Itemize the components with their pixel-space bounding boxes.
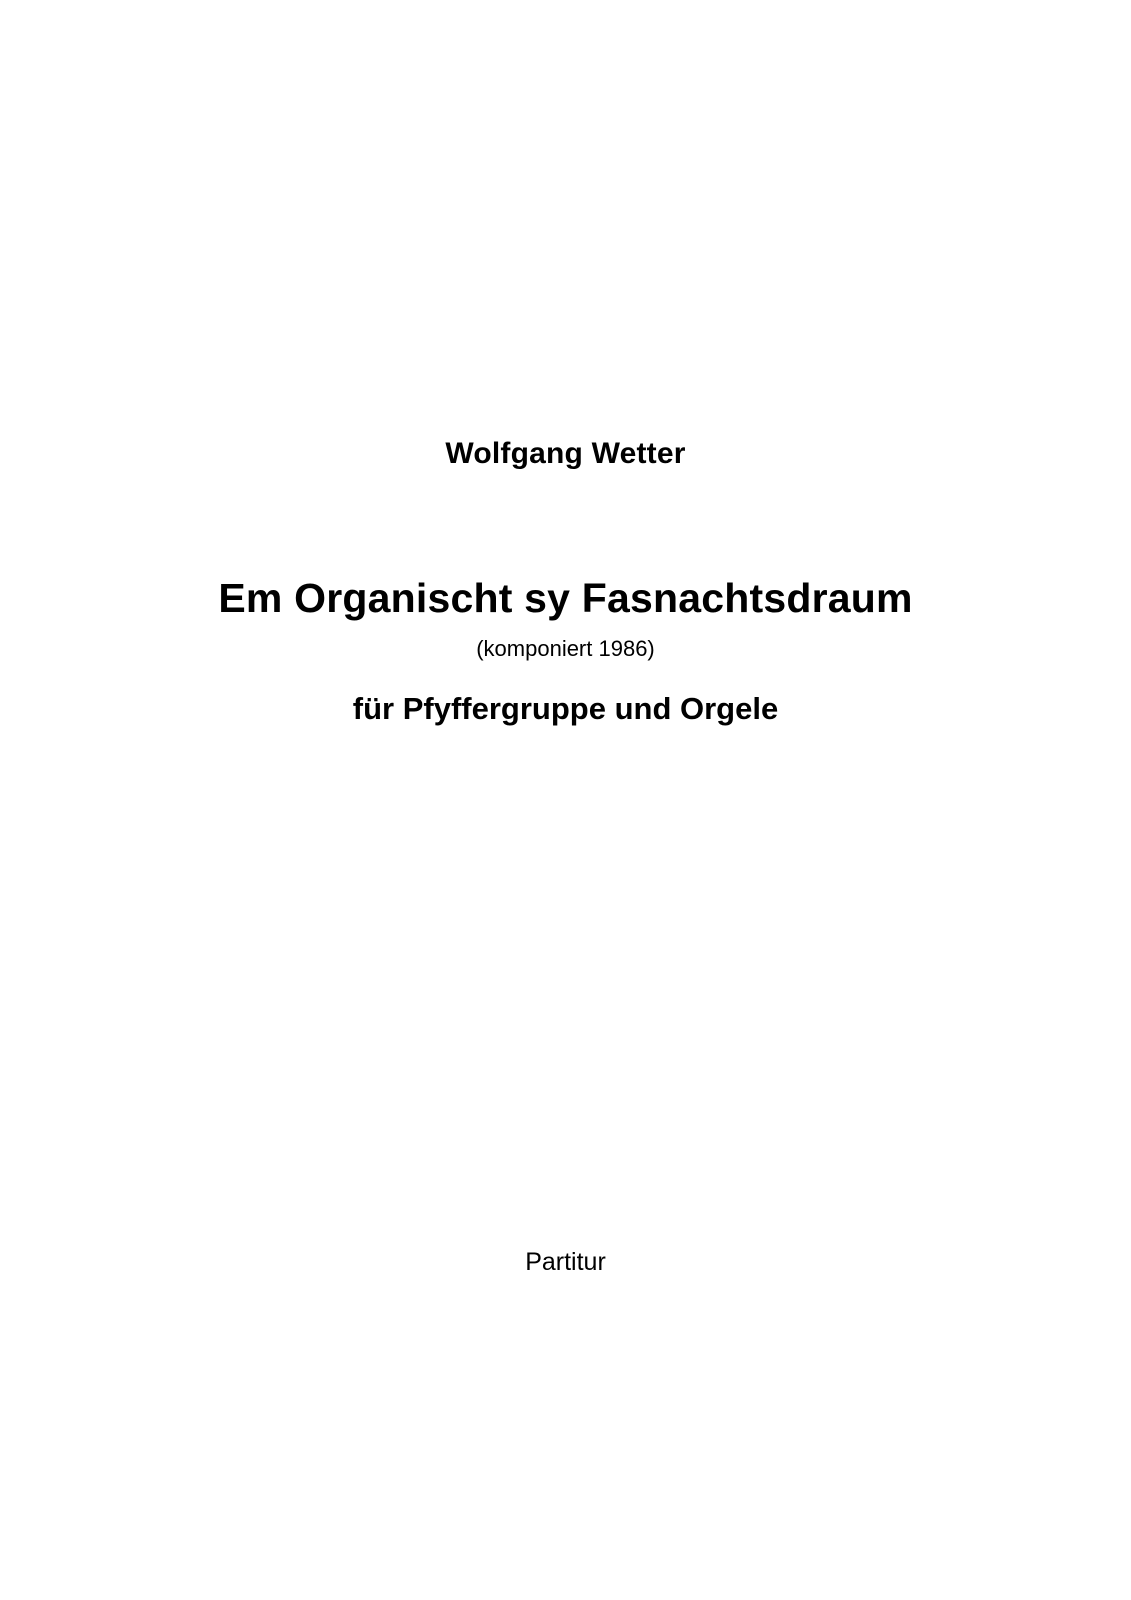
score-type-label: Partitur	[525, 1248, 606, 1276]
composition-year: (komponiert 1986)	[476, 636, 655, 661]
composer-name: Wolfgang Wetter	[445, 437, 686, 470]
page-title: Em Organischt sy Fasnachtsdraum	[218, 575, 913, 621]
instrumentation-label: für Pfyffergruppe und Orgele	[352, 691, 779, 726]
